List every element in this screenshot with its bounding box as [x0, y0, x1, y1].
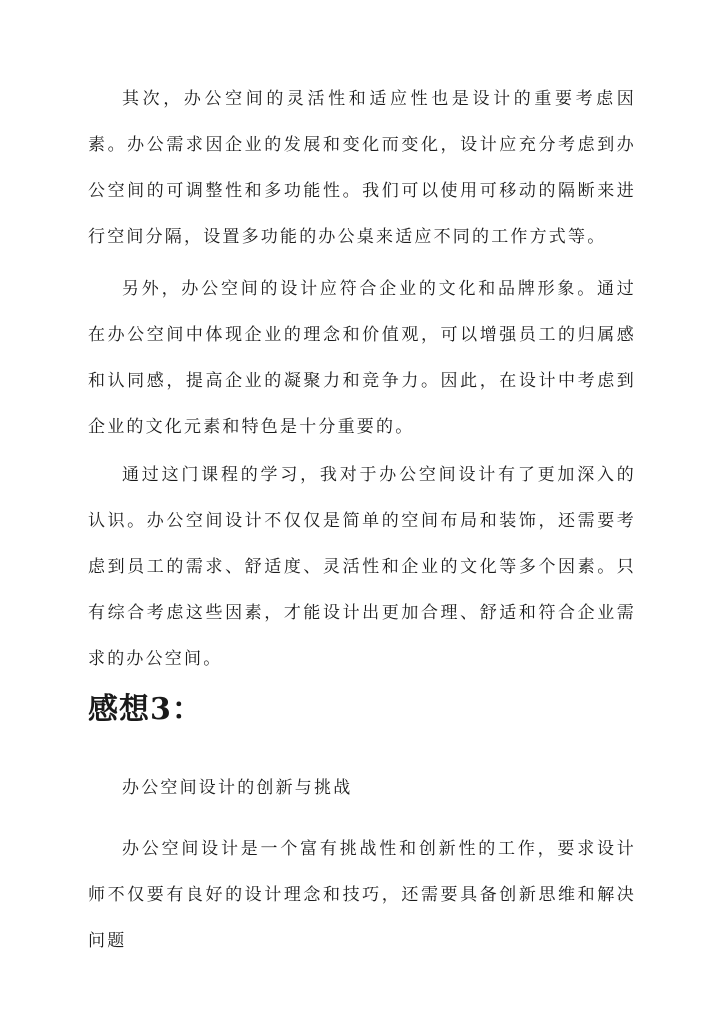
- paragraph-corporate-culture: 另外，办公空间的设计应符合企业的文化和品牌形象。通过在办公空间中体现企业的理念和价值观，可以增强员工的归属感和认同感，提高企业的凝聚力和竞争力。因此，在设计中考虑到企业的文化元素和特色是十分重要的。: [88, 279, 636, 437]
- section-heading: 感想3：: [88, 692, 203, 727]
- paragraph-flexibility: 其次，办公空间的灵活性和适应性也是设计的重要考虑因素。办公需求因企业的发展和变化而变化，设计应充分考虑到办公空间的可调整性和多功能性。我们可以使用可移动的隔断来进行空间分隔，设置多功能的办公桌来适应不同的工作方式等。: [88, 89, 636, 247]
- paragraph-course-reflection: 通过这门课程的学习，我对于办公空间设计有了更加深入的认识。办公空间设计不仅仅是简单的空间布局和装饰，还需要考虑到员工的需求、舒适度、灵活性和企业的文化等多个因素。只有综合考虑这些因素，才能设计出更加合理、舒适和符合企业需求的办公空间。: [88, 465, 636, 669]
- section-subtitle: 办公空间设计的创新与挑战: [122, 778, 353, 798]
- paragraph-innovation: 办公空间设计是一个富有挑战性和创新性的工作，要求设计师不仅要有良好的设计理念和技巧，还需要具备创新思维和解决问题: [88, 839, 636, 951]
